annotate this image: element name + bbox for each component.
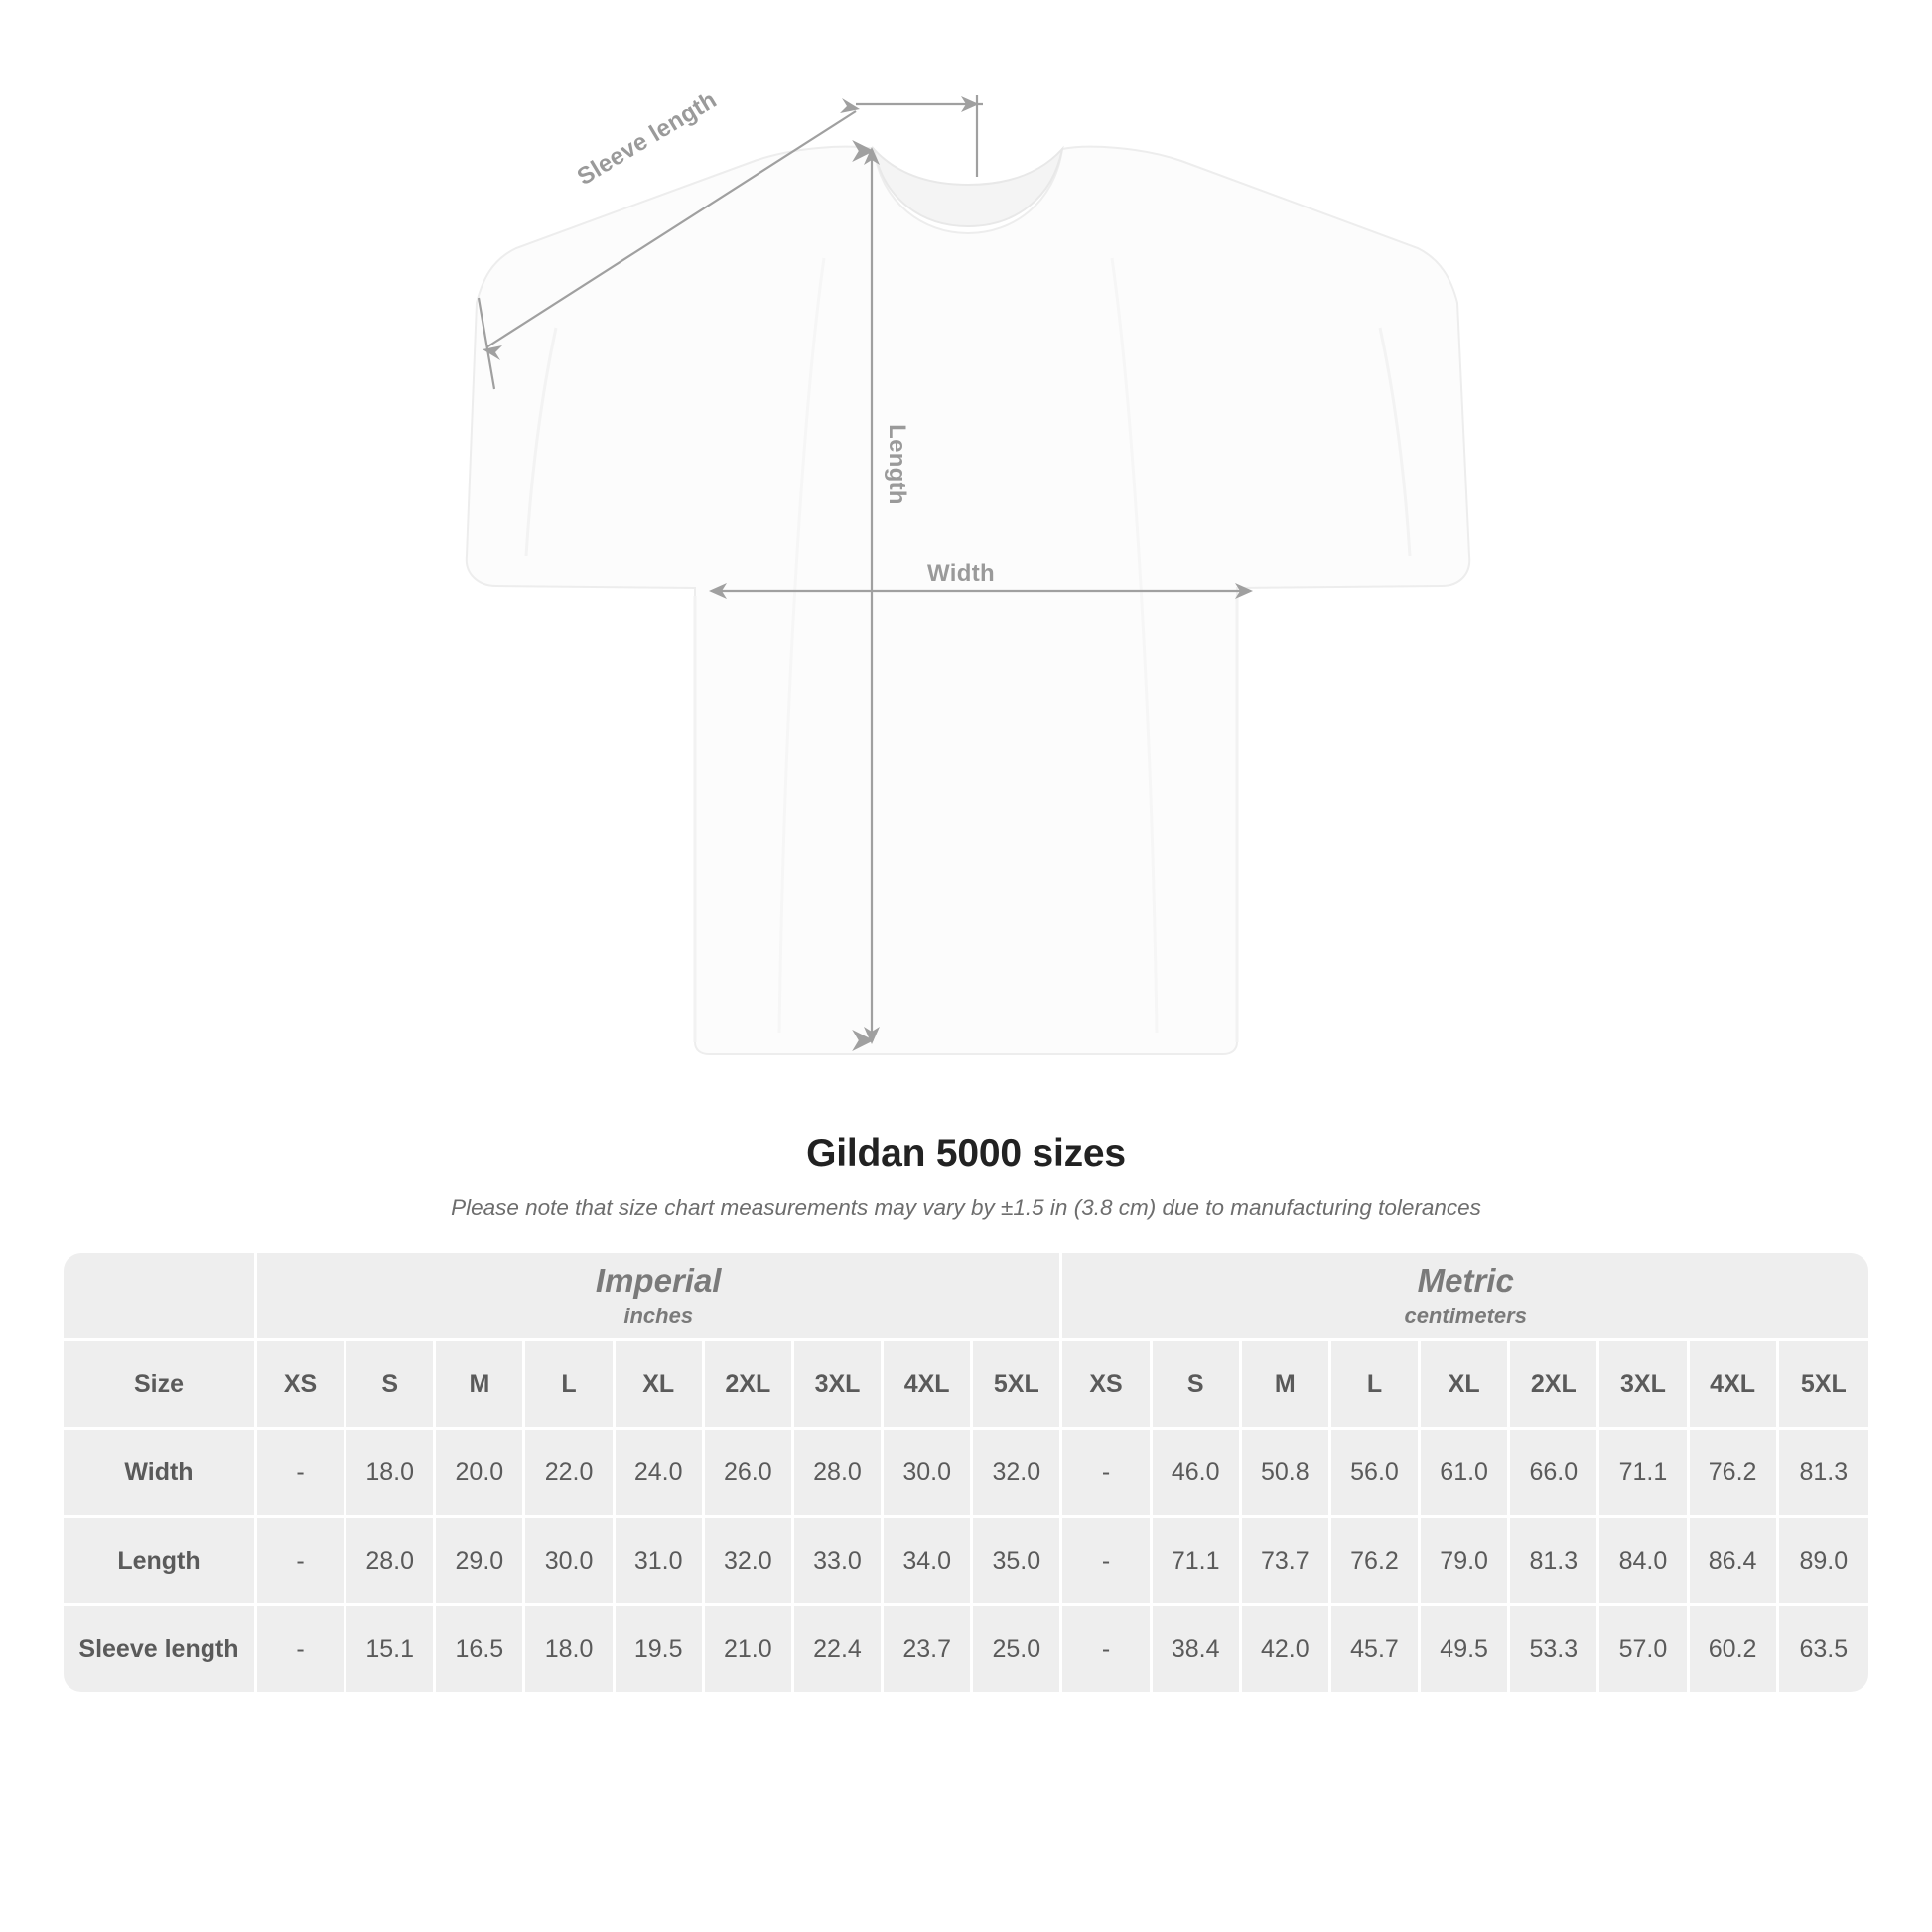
cell: -: [1062, 1430, 1152, 1518]
cell: 32.0: [705, 1518, 794, 1606]
cell: 16.5: [436, 1606, 525, 1692]
size-column-header: XS: [257, 1341, 346, 1430]
cell: 53.3: [1510, 1606, 1599, 1692]
unit-name-label: centimeters: [1404, 1303, 1527, 1328]
cell: 84.0: [1599, 1518, 1689, 1606]
width-dimension-label: Width: [927, 560, 995, 587]
cell: 61.0: [1421, 1430, 1510, 1518]
cell: -: [257, 1518, 346, 1606]
cell: 22.4: [794, 1606, 884, 1692]
cell: 20.0: [436, 1430, 525, 1518]
cell: 73.7: [1242, 1518, 1331, 1606]
unit-group-metric: [1062, 1253, 1868, 1341]
cell: 89.0: [1779, 1518, 1868, 1606]
size-header-row: [64, 1341, 1868, 1430]
cell: 21.0: [705, 1606, 794, 1692]
size-column-header: 3XL: [794, 1341, 884, 1430]
cell: 42.0: [1242, 1606, 1331, 1692]
cell: 49.5: [1421, 1606, 1510, 1692]
cell: -: [257, 1430, 346, 1518]
cell: 25.0: [973, 1606, 1062, 1692]
size-column-header: XL: [1421, 1341, 1510, 1430]
size-column-header: 5XL: [973, 1341, 1062, 1430]
unit-header-row: [64, 1253, 1868, 1341]
size-column-header: L: [525, 1341, 615, 1430]
cell: 76.2: [1331, 1518, 1421, 1606]
cell: 50.8: [1242, 1430, 1331, 1518]
unit-system-label: Imperial: [595, 1262, 722, 1300]
cell: 63.5: [1779, 1606, 1868, 1692]
cell: 46.0: [1153, 1430, 1242, 1518]
row-label-width: Width: [64, 1430, 257, 1518]
cell: 19.5: [616, 1606, 705, 1692]
size-column-header: S: [1153, 1341, 1242, 1430]
cell: 28.0: [346, 1518, 436, 1606]
cell: 30.0: [525, 1518, 615, 1606]
size-column-header: 5XL: [1779, 1341, 1868, 1430]
cell: 81.3: [1510, 1518, 1599, 1606]
size-column-header: XS: [1062, 1341, 1152, 1430]
cell: 31.0: [616, 1518, 705, 1606]
cell: 56.0: [1331, 1430, 1421, 1518]
cell: 57.0: [1599, 1606, 1689, 1692]
cell: 23.7: [884, 1606, 973, 1692]
cell: 28.0: [794, 1430, 884, 1518]
cell: 15.1: [346, 1606, 436, 1692]
cell: -: [1062, 1606, 1152, 1692]
size-table-wrapper: [64, 1253, 1868, 1692]
unit-name-label: inches: [623, 1303, 694, 1328]
row-label-length: Length: [64, 1518, 257, 1606]
cell: 35.0: [973, 1518, 1062, 1606]
cell: 81.3: [1779, 1430, 1868, 1518]
cell: 86.4: [1690, 1518, 1779, 1606]
page-title: Gildan 5000 sizes: [806, 1132, 1126, 1174]
size-column-header: 3XL: [1599, 1341, 1689, 1430]
cell: 76.2: [1690, 1430, 1779, 1518]
size-column-header: M: [1242, 1341, 1331, 1430]
unit-system-label: Metric: [1417, 1262, 1514, 1300]
size-header-label: Size: [64, 1341, 257, 1430]
cell: -: [257, 1606, 346, 1692]
cell: 22.0: [525, 1430, 615, 1518]
cell: 29.0: [436, 1518, 525, 1606]
cell: 24.0: [616, 1430, 705, 1518]
cell: 71.1: [1599, 1430, 1689, 1518]
cell: 45.7: [1331, 1606, 1421, 1692]
size-column-header: L: [1331, 1341, 1421, 1430]
tolerance-note: Please note that size chart measurements may vary by ±1.5 in (3.8 cm) due to manufacturing tolerances: [451, 1195, 1481, 1220]
cell: 32.0: [973, 1430, 1062, 1518]
row-label-sleeve-length: Sleeve length: [64, 1606, 257, 1692]
cell: 79.0: [1421, 1518, 1510, 1606]
size-table: [64, 1253, 1868, 1692]
size-column-header: XL: [616, 1341, 705, 1430]
cell: -: [1062, 1518, 1152, 1606]
size-column-header: 2XL: [705, 1341, 794, 1430]
cell: 66.0: [1510, 1430, 1599, 1518]
title-block: [0, 1132, 1932, 1221]
table-row: [64, 1518, 1868, 1606]
cell: 60.2: [1690, 1606, 1779, 1692]
size-column-header: 2XL: [1510, 1341, 1599, 1430]
cell: 18.0: [346, 1430, 436, 1518]
sleeve-length-dimension-label: Sleeve length: [572, 86, 722, 191]
size-column-header: S: [346, 1341, 436, 1430]
cell: 33.0: [794, 1518, 884, 1606]
cell: 30.0: [884, 1430, 973, 1518]
unit-group-imperial: [257, 1253, 1062, 1341]
corner-cell: [64, 1253, 257, 1341]
size-column-header: M: [436, 1341, 525, 1430]
size-column-header: 4XL: [1690, 1341, 1779, 1430]
cell: 18.0: [525, 1606, 615, 1692]
cell: 38.4: [1153, 1606, 1242, 1692]
cell: 26.0: [705, 1430, 794, 1518]
table-row: [64, 1430, 1868, 1518]
size-column-header: 4XL: [884, 1341, 973, 1430]
cell: 34.0: [884, 1518, 973, 1606]
length-dimension-label: Length: [884, 424, 910, 505]
table-row: [64, 1606, 1868, 1692]
cell: 71.1: [1153, 1518, 1242, 1606]
